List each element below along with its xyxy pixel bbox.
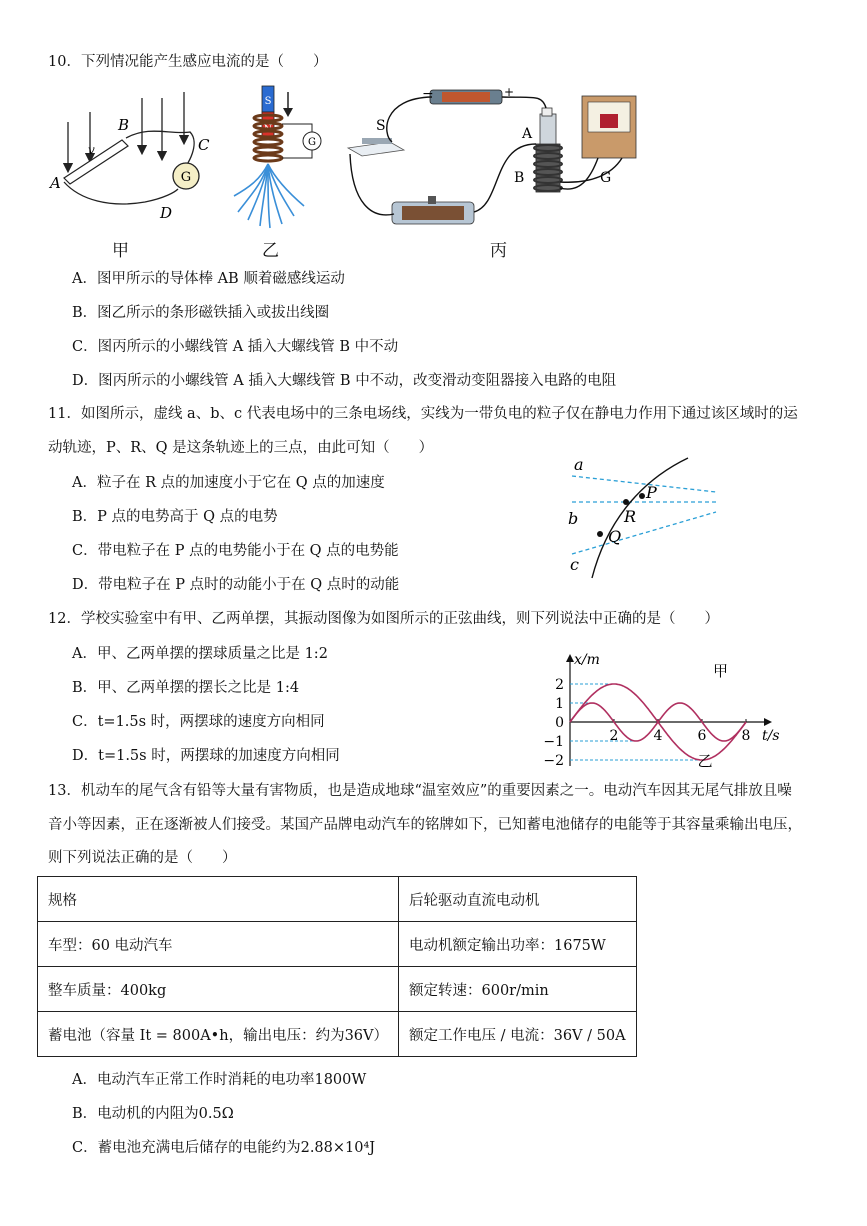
q10-figure-jia bbox=[50, 90, 220, 230]
q10-figure-bing bbox=[342, 84, 652, 234]
svg-text:a: a bbox=[574, 455, 584, 474]
svg-text:N: N bbox=[263, 124, 273, 135]
q10-option-a[interactable]: A．图甲所示的导体棒 AB 顺着磁感线运动 bbox=[72, 271, 345, 287]
q10-option-b[interactable]: B．图乙所示的条形磁铁插入或拔出线圈 bbox=[72, 305, 330, 321]
svg-text:D: D bbox=[160, 204, 173, 222]
series-label-yi: 乙 bbox=[697, 752, 713, 770]
table-cell: 蓄电池（容量 It = 800A•h，输出电压：约为36V） bbox=[38, 1012, 399, 1057]
svg-text:S: S bbox=[376, 118, 386, 134]
q13-option-b[interactable]: B．电动机的内阻为0.5Ω bbox=[72, 1106, 234, 1122]
q10-stem: 10．下列情况能产生感应电流的是（ ） bbox=[48, 54, 328, 70]
svg-text:S: S bbox=[264, 96, 272, 107]
q13-option-a[interactable]: A．电动汽车正常工作时消耗的电功率1800W bbox=[72, 1072, 367, 1088]
svg-text:−: − bbox=[422, 86, 434, 102]
q11-option-c[interactable]: C．带电粒子在 P 点的电势能小于在 Q 点的电势能 bbox=[72, 543, 399, 559]
q13-stem-line2: 音小等因素，正在逐渐被人们接受。某国产品牌电动汽车的铭牌如下，已知蓄电池储存的电能等于其容量乘输出电压， bbox=[48, 817, 802, 833]
q10-option-c[interactable]: C．图丙所示的小螺线管 A 插入大螺线管 B 中不动 bbox=[72, 339, 399, 355]
table-cell: 规格 bbox=[38, 877, 399, 922]
x-tick-label: 4 bbox=[653, 728, 663, 744]
q10-figure-yi bbox=[232, 84, 332, 234]
table-cell: 额定工作电压 / 电流：36V / 50A bbox=[399, 1012, 637, 1057]
table-cell: 车型：60 电动汽车 bbox=[38, 922, 399, 967]
q13-option-c[interactable]: C．蓄电池充满电后储存的电能约为2.88×10⁴J bbox=[72, 1140, 376, 1156]
y-tick-label: 1 bbox=[555, 696, 564, 712]
table-row bbox=[38, 877, 637, 922]
q11-option-b[interactable]: B．P 点的电势高于 Q 点的电势 bbox=[72, 509, 278, 525]
table-row bbox=[38, 967, 637, 1012]
svg-text:B: B bbox=[118, 116, 130, 134]
q11-option-d[interactable]: D．带电粒子在 P 点时的动能小于在 Q 点时的动能 bbox=[72, 577, 400, 593]
q12-option-a[interactable]: A．甲、乙两单摆的摆球质量之比是 1:2 bbox=[72, 646, 328, 662]
svg-text:G: G bbox=[308, 137, 316, 148]
x-tick-label: 6 bbox=[697, 728, 707, 744]
svg-text:c: c bbox=[570, 555, 579, 574]
q12-stem: 12．学校实验室中有甲、乙两单摆，其振动图像为如图所示的正弦曲线，则下列说法中正确的是（ ） bbox=[48, 611, 719, 627]
svg-text:R: R bbox=[624, 507, 637, 526]
y-tick-label: 2 bbox=[555, 677, 564, 693]
y-axis-label: x/m bbox=[574, 652, 600, 668]
galvanometer-g-label: G bbox=[180, 170, 192, 185]
q13-stem-line3: 则下列说法正确的是（ ） bbox=[48, 850, 237, 866]
q11-field-figure bbox=[562, 450, 722, 580]
x-axis-arrow bbox=[764, 718, 772, 726]
table-row bbox=[38, 1012, 637, 1057]
table-cell: 电动机额定输出功率：1675W bbox=[399, 922, 637, 967]
q12-option-d[interactable]: D．t=1.5s 时，两摆球的加速度方向相同 bbox=[72, 748, 340, 764]
caption-jia: 甲 bbox=[112, 241, 129, 261]
y-tick-label: −1 bbox=[543, 734, 564, 750]
q12-option-c[interactable]: C．t=1.5s 时，两摆球的速度方向相同 bbox=[72, 714, 325, 730]
svg-text:B: B bbox=[514, 170, 525, 186]
x-tick-label: 2 bbox=[609, 728, 619, 744]
y-tick-label: 0 bbox=[555, 715, 564, 731]
svg-text:G: G bbox=[600, 170, 612, 186]
q11-option-a[interactable]: A．粒子在 R 点的加速度小于它在 Q 点的加速度 bbox=[72, 475, 385, 491]
svg-text:+: + bbox=[504, 85, 515, 99]
svg-text:P: P bbox=[646, 483, 657, 502]
y-axis-arrow bbox=[566, 654, 574, 662]
series-label-jia: 甲 bbox=[713, 662, 729, 680]
table-cell: 整车质量：400kg bbox=[38, 967, 399, 1012]
table-row bbox=[38, 922, 637, 967]
q12-option-b[interactable]: B．甲、乙两单摆的摆长之比是 1:4 bbox=[72, 680, 300, 696]
x-tick-label: 8 bbox=[741, 728, 751, 744]
nameplate-table bbox=[37, 876, 637, 1057]
q12-oscillation-chart bbox=[538, 648, 780, 778]
q11-stem-line2: 动轨迹，P、R、Q 是这条轨迹上的三点，由此可知（ ） bbox=[48, 440, 434, 456]
table-cell: 后轮驱动直流电动机 bbox=[399, 877, 637, 922]
svg-text:C: C bbox=[198, 136, 210, 154]
table-cell: 额定转速：600r/min bbox=[399, 967, 637, 1012]
svg-text:b: b bbox=[568, 509, 579, 528]
caption-bing: 丙 bbox=[490, 241, 507, 261]
caption-yi: 乙 bbox=[262, 241, 279, 261]
svg-text:v: v bbox=[88, 143, 95, 157]
q10-option-d[interactable]: D．图丙所示的小螺线管 A 插入大螺线管 B 中不动，改变滑动变阻器接入电路的电阻 bbox=[72, 373, 617, 389]
y-tick-label: −2 bbox=[543, 753, 564, 769]
x-axis-label: t/s bbox=[762, 728, 780, 744]
svg-text:Q: Q bbox=[608, 527, 622, 546]
q11-stem-line1: 11．如图所示，虚线 a、b、c 代表电场中的三条电场线，实线为一带负电的粒子仅在静电力作用下通过该区域时的运 bbox=[48, 406, 798, 422]
svg-text:A: A bbox=[50, 174, 61, 192]
svg-text:A: A bbox=[522, 126, 533, 142]
q13-stem-line1: 13．机动车的尾气含有铅等大量有害物质，也是造成地球“温室效应”的重要因素之一。电动汽车因其无尾气排放且噪 bbox=[48, 783, 792, 799]
